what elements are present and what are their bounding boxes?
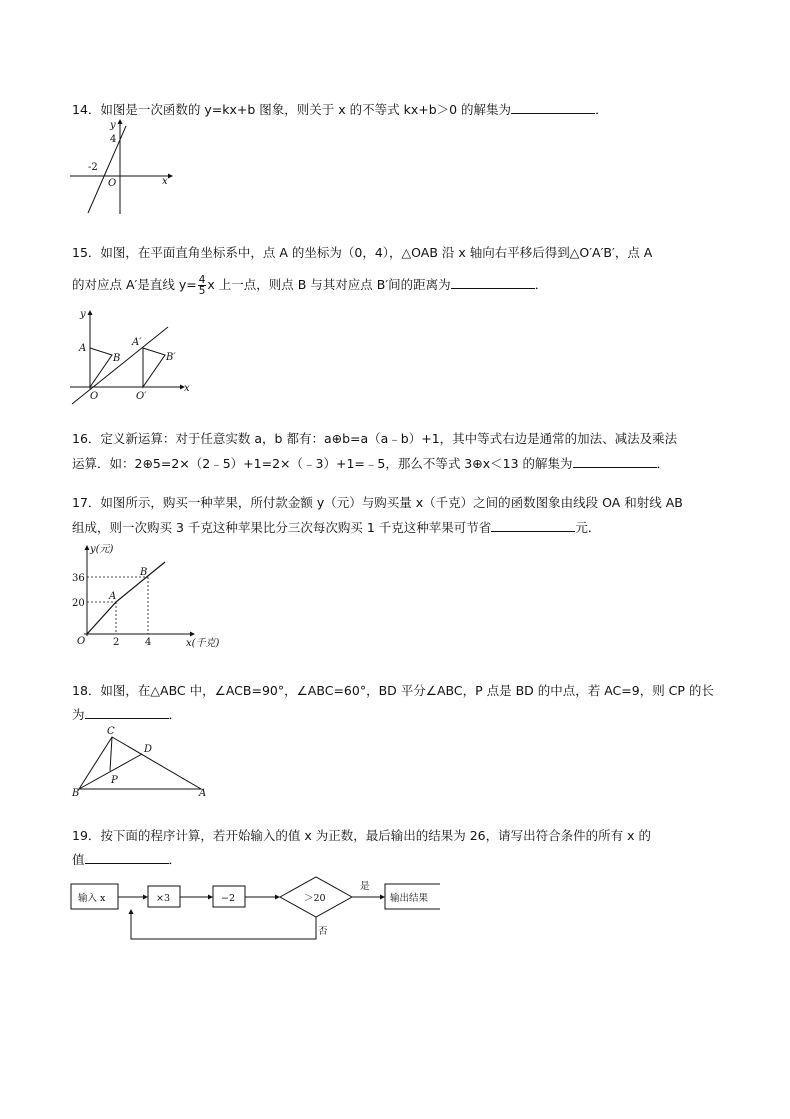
q17-point-A: A	[109, 591, 117, 602]
q19-loop-back	[131, 911, 316, 939]
q15-point-B-prime: B′	[166, 352, 176, 363]
q15-y-axis-label: y	[80, 309, 86, 320]
q17-tick-y36: 36	[72, 573, 85, 584]
q16-line1: 16．定义新运算：对于任意实数 a，b 都有：a⊕b=a（a﹣b）+1，其中等式右边是通常的加法、减法及乘法	[72, 431, 678, 446]
q18-figure	[70, 724, 220, 800]
q15-fraction: $\frac{4}{5}$	[198, 274, 206, 297]
q15-point-B: B	[113, 353, 121, 364]
q14-y-arrow	[118, 119, 123, 124]
q15-line1: 15．如图，在平面直角坐标系中，点 A 的坐标为（0，4），△OAB 沿 x 轴向右平移后得到△O′A′B′，点 A	[72, 245, 653, 260]
q18-point-P: P	[111, 775, 118, 786]
q19-answer-blank[interactable]	[85, 850, 169, 864]
q14-y-axis-label: y	[110, 120, 116, 131]
q19-input-label: 输入 x	[78, 893, 106, 904]
q19-subtract-label: −2	[221, 893, 236, 904]
q15-line-y-4-5x	[72, 327, 168, 404]
q14-text: 14．如图是一次函数的 y=kx+b 图象，则关于 x 的不等式 kx+b＞0 的解集为 ．	[72, 102, 608, 117]
q18-line2: 为 ．	[72, 707, 182, 722]
q19-flowchart	[68, 873, 448, 945]
q18-segment-CP	[110, 737, 112, 771]
q17-y-arrow	[85, 545, 90, 550]
q16-answer-blank[interactable]	[573, 454, 657, 468]
q17-figure	[70, 540, 250, 650]
q18-triangle-ABC	[79, 737, 201, 789]
q17-point-B: B	[140, 567, 148, 578]
q17-answer-blank[interactable]	[491, 518, 575, 532]
q15-point-O: O	[90, 391, 99, 402]
q19-output-label: 输出结果	[390, 893, 429, 904]
q14-x-arrow	[168, 174, 173, 179]
q18-point-D: D	[144, 744, 153, 755]
q15-point-O-prime: O′	[136, 391, 147, 402]
q18-point-A: A	[199, 788, 207, 799]
q17-line2: 组成，则一次购买 3 千克这种苹果比分三次每次购买 1 千克这种苹果可节省 元．	[72, 520, 601, 535]
q16-line2: 运算．如：2⊕5=2×（2﹣5）+1=2×（﹣3）+1=﹣5，那么不等式 3⊕x＜13 的解集为 ．	[72, 456, 670, 471]
q17-line1: 17．如图所示，购买一种苹果，所付款金额 y（元）与购买量 x（千克）之间的函数图象由线段 OA 和射线 AB	[72, 495, 683, 510]
q19-line1: 19．按下面的程序计算，若开始输入的值 x 为正数，最后输出的结果为 26，请写出符合条件的所有 x 的	[72, 828, 651, 843]
q19-arrowhead-loop	[129, 909, 134, 914]
q18-point-B: B	[72, 788, 80, 799]
q15-figure	[68, 305, 198, 405]
q15-answer-blank[interactable]	[451, 275, 535, 289]
q17-tick-x4: 4	[145, 637, 152, 648]
q14-x-intercept-label: -2	[88, 162, 98, 173]
q17-x-arrow	[190, 632, 195, 637]
q19-arrowhead-1	[143, 895, 148, 900]
q19-yes-label: 是	[360, 881, 370, 892]
q14-figure	[68, 118, 178, 218]
q19-line2: 值 ．	[72, 852, 182, 867]
q17-y-axis-label: y(元)	[90, 544, 114, 555]
q15-point-A-prime: A′	[132, 337, 142, 348]
q17-tick-y20: 20	[72, 598, 85, 609]
q19-condition-label: ＞20	[304, 893, 326, 904]
q18-point-C: C	[107, 726, 115, 737]
q15-x-axis-label: x	[184, 383, 190, 394]
q18-line1: 18．如图，在△ABC 中，∠ACB=90°，∠ABC=60°，BD 平分∠ABC，P 点是 BD 的中点，若 AC=9，则 CP 的长	[72, 683, 714, 698]
q18-answer-blank[interactable]	[85, 705, 169, 719]
q17-tick-x2: 2	[113, 637, 120, 648]
q17-x-axis-label: x(千克)	[186, 638, 220, 649]
q15-y-arrow	[88, 310, 93, 315]
q19-multiply-label: ×3	[156, 893, 171, 904]
q14-x-axis-label: x	[162, 176, 168, 187]
q15-triangle-O2A2B2	[143, 348, 165, 387]
q15-line2: 的对应点 A′是直线 y= $\frac{4}{5}$ x 上一点，则点 B 与其对应点 B′间的距离为 ．	[72, 274, 548, 297]
q14-origin-label: O	[108, 178, 117, 189]
q19-arrowhead-3	[275, 895, 280, 900]
q14-y-intercept-label: 4	[110, 134, 117, 145]
q14-answer-blank[interactable]	[511, 100, 595, 114]
q19-no-label: 否	[318, 926, 328, 937]
q19-arrowhead-2	[208, 895, 213, 900]
q17-graph-OA-AB	[87, 562, 165, 634]
q15-point-A: A	[79, 343, 87, 354]
q17-origin-label: O	[77, 636, 86, 647]
q19-arrowhead-yes	[380, 895, 385, 900]
